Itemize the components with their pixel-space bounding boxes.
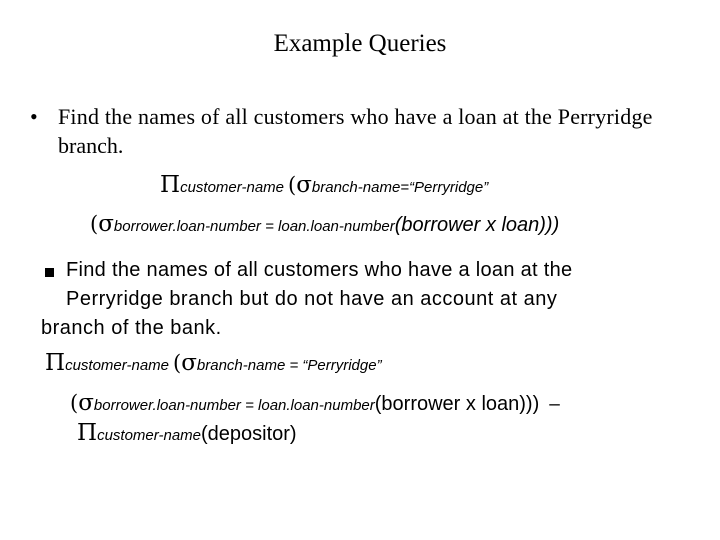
query2-expression-line2 [70, 390, 560, 416]
open-paren: ( [173, 351, 182, 375]
projection-symbol: Π [160, 172, 181, 198]
open-paren: ( [70, 391, 79, 415]
projection-subscript: customer-name [65, 357, 169, 374]
query1-text-line1: Find the names of all customers who have a loan at the Perryridge [58, 104, 653, 129]
open-paren: ( [90, 212, 99, 236]
projection-symbol: Π [45, 350, 66, 376]
expression-body: (borrower x loan))) [374, 393, 540, 415]
selection-subscript: branch-name = “Perryridge” [196, 357, 382, 374]
selection-symbol: σ [78, 390, 94, 416]
expression-body: (borrower x loan))) [394, 214, 560, 236]
query2-expression-line1 [45, 350, 382, 376]
projection-subscript: customer-name [97, 427, 201, 444]
selection-symbol: σ [181, 350, 197, 376]
selection-symbol: σ [98, 211, 114, 237]
round-bullet-icon: • [30, 104, 38, 129]
expression-body: (depositor) [201, 423, 297, 445]
set-difference-symbol: – [549, 394, 560, 415]
selection-subscript: borrower.loan-number = loan.loan-number [113, 218, 395, 235]
query1-text-line2: branch. [58, 133, 124, 158]
selection-symbol: σ [296, 172, 312, 198]
slide-title: Example Queries [273, 30, 447, 57]
query2-text-line1: Find the names of all customers who have a loan at the [66, 259, 573, 281]
projection-subscript: customer-name [180, 179, 284, 196]
query2-text-line2: Perryridge branch but do not have an account at any [66, 288, 558, 310]
selection-subscript: borrower.loan-number = loan.loan-number [93, 397, 375, 414]
query2-expression-line3 [77, 420, 297, 446]
open-paren: ( [288, 173, 297, 197]
selection-subscript: branch-name=“Perryridge” [311, 179, 489, 196]
square-bullet-icon [45, 268, 54, 277]
projection-symbol: Π [77, 420, 98, 446]
query1-expression-line2 [90, 211, 559, 237]
query2-text-line3: branch of the bank. [41, 317, 222, 339]
query1-expression-line1 [160, 172, 488, 198]
